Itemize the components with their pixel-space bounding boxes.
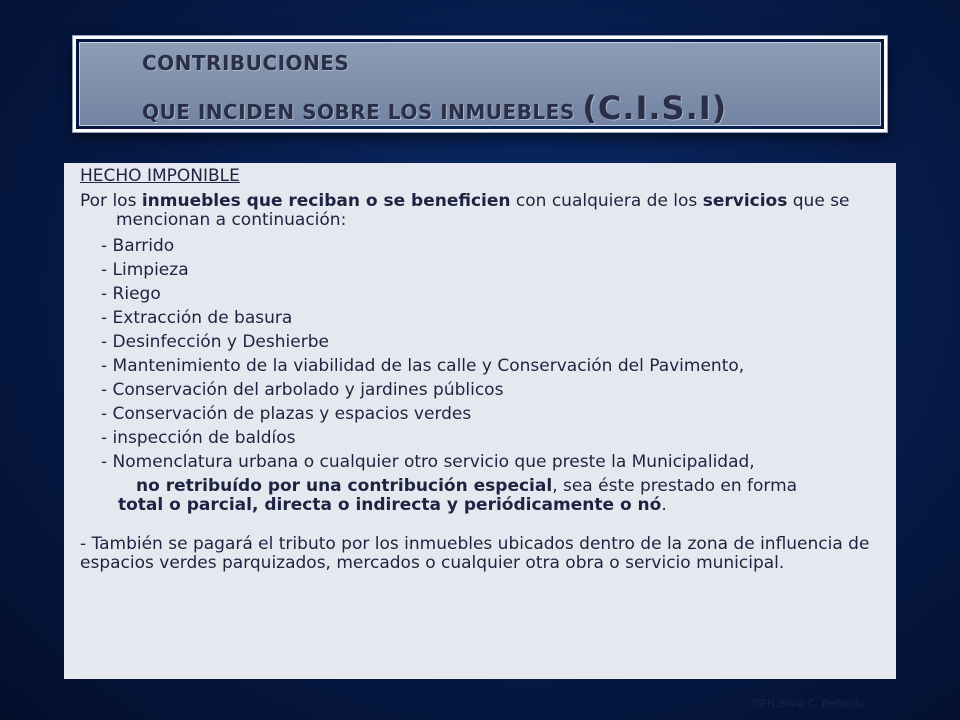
content-box (64, 163, 896, 679)
service-item: - Desinfección y Deshierbe (101, 332, 329, 352)
intro-text-3: que se mencionan a continuación: (116, 191, 850, 230)
intro-text-2: con cualquiera de los (510, 191, 703, 211)
intro-text-1: Por los (80, 191, 142, 211)
author-footer: CPN Silvio C. Bellomio (752, 698, 864, 710)
slide-title-acronym: (C.I.S.I) (582, 89, 728, 127)
intro-paragraph (80, 192, 888, 230)
note-bold-2: total o parcial, directa o indirecta y periódicamente o nó (118, 495, 662, 515)
note-paragraph (80, 477, 888, 515)
note-text-1: , sea éste prestado en forma (552, 476, 798, 496)
note-text-2: . (661, 495, 667, 515)
service-item: - Conservación del arbolado y jardines públicos (101, 380, 504, 400)
intro-bold-2: servicios (702, 191, 788, 211)
note-bold-1: no retribuído por una contribución especial (136, 476, 553, 496)
title-frame (73, 36, 887, 132)
final-paragraph: - También se pagará el tributo por los inmuebles ubicados dentro de la zona de influencia de espacios verdes parquizados, mercados o cualquier otra obra o servicio municipal. (80, 534, 870, 573)
section-heading: HECHO IMPONIBLE (80, 166, 240, 186)
service-item: - Limpieza (101, 260, 189, 280)
service-item: - inspección de baldíos (101, 428, 296, 448)
service-item: - Extracción de basura (101, 308, 293, 328)
service-item: - Nomenclatura urbana o cualquier otro servicio que preste la Municipalidad, (101, 452, 755, 472)
intro-bold-1: inmuebles que reciban o se beneficien (141, 191, 511, 211)
slide-title-prefix: QUE INCIDEN SOBRE LOS INMUEBLES (142, 100, 575, 124)
service-item: - Riego (101, 284, 161, 304)
service-item: - Barrido (101, 236, 175, 256)
service-item: - Mantenimiento de la viabilidad de las calle y Conservación del Pavimento, (101, 356, 745, 376)
title-box (79, 42, 881, 126)
content-text (80, 167, 888, 573)
services-list (80, 237, 888, 472)
slide-title-line2 (142, 89, 727, 127)
service-item: - Conservación de plazas y espacios verdes (101, 404, 472, 424)
slide-title-line1: CONTRIBUCIONES (142, 51, 350, 75)
